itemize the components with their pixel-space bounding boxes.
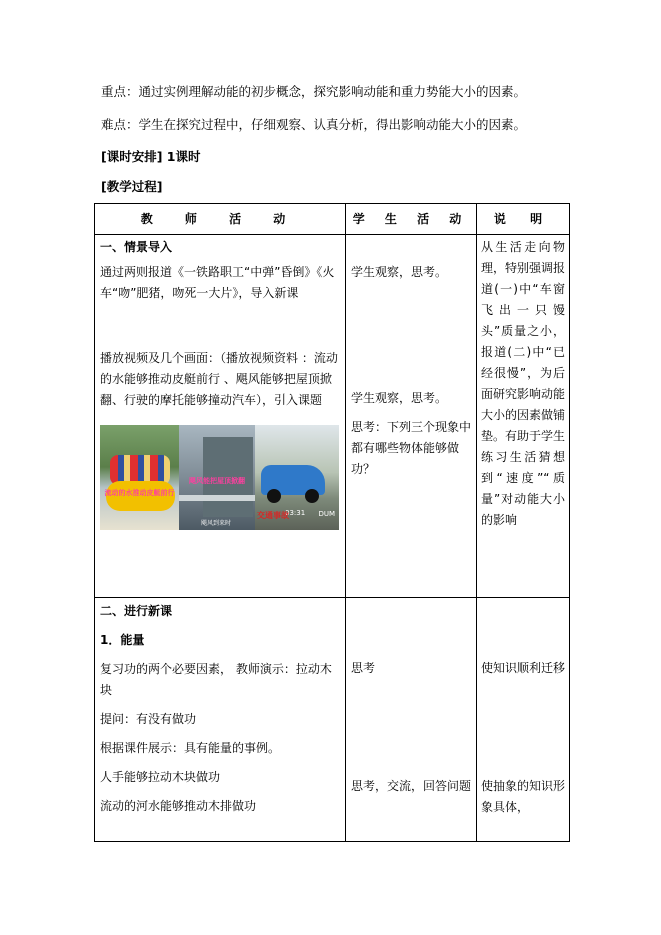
student-observe-2: 学生观察，思考。	[351, 391, 448, 405]
section-title-new: 二、进行新课	[100, 604, 173, 618]
teaching-process-heading: [教学过程]	[101, 179, 163, 194]
teacher-video-text: 播放视频及几个画面：（播放视频资料 ：流动的水能够推动皮艇前行 、飓风能够把屋顶掀翻、行驶的摩托能够撞动汽车），引入课题	[100, 351, 338, 407]
rafting-caption: 流动的水推动皮艇前行	[104, 489, 175, 497]
car-crash-photo	[255, 425, 339, 530]
video-stills	[100, 425, 340, 530]
note-cell-new	[477, 598, 570, 842]
class-schedule: [课时安排] 1课时	[101, 149, 201, 164]
note-cell-intro	[477, 235, 570, 598]
teacher-example-river: 流动的河水能够推动木排做功	[100, 799, 257, 813]
teacher-question: 提问：有没有做功	[100, 712, 197, 726]
rafting-photo	[100, 425, 179, 530]
crash-logo: DUM	[318, 510, 335, 518]
teacher-intro-text: 通过两则报道《一铁路职工“中弹”昏倒》《火车“吻”肥猪，吻死一大片》，导入新课	[100, 265, 335, 300]
note-concrete: 使抽象的知识形象具体，	[481, 779, 566, 814]
header-student: 学 生 活 动	[346, 204, 477, 235]
student-cell-intro	[346, 235, 477, 598]
header-note: 说 明	[477, 204, 570, 235]
teacher-review-text: 复习功的两个必要因素， 教师演示：拉动木块	[100, 662, 332, 697]
note-transfer: 使知识顺利迁移	[481, 661, 566, 675]
lesson-table	[94, 203, 570, 842]
student-observe-1: 学生观察，思考。	[351, 265, 448, 279]
student-cell-new	[346, 598, 477, 842]
header-teacher: 教 师 活 动	[95, 204, 346, 235]
student-think-question: 思考：下列三个现象中都有哪些物体能够做功？	[351, 420, 472, 476]
table-header-row	[95, 204, 570, 235]
crash-caption: 交通事故	[257, 511, 289, 520]
hurricane-photo	[179, 425, 255, 530]
subsection-energy: 1．能量	[100, 633, 145, 647]
note-intro: 从生活走向物理，特别强调报道(一)中“车窗飞出一只馒头”质量之小，报道(二)中“已经很慢”，为后面研究影响动能大小的因素做铺垫。有助于学生练习生活猜想到“速度”“质量”对动能大小的影响	[481, 240, 566, 527]
table-row	[95, 598, 570, 842]
section-title-intro: 一、情景导入	[100, 240, 173, 254]
hurricane-caption: 飓风能把屋顶掀翻	[189, 477, 245, 485]
key-point: 重点：通过实例理解动能的初步概念，探究影响动能和重力势能大小的因素。	[101, 84, 527, 99]
crash-timestamp: 03:31	[285, 509, 306, 517]
teacher-example-hand: 人手能够拉动木块做功	[100, 770, 221, 784]
student-think: 思考	[351, 661, 376, 675]
teacher-courseware: 根据课件展示：具有能量的事例。	[100, 741, 281, 755]
table-row	[95, 235, 570, 598]
difficulty: 难点：学生在探究过程中，仔细观察、认真分析，得出影响动能大小的因素。	[101, 117, 527, 132]
teacher-cell-intro	[95, 235, 346, 598]
hurricane-subtitle: 飓风到来时	[201, 520, 232, 527]
teacher-cell-new	[95, 598, 346, 842]
student-discuss: 思考，交流，回答问题	[351, 779, 472, 793]
